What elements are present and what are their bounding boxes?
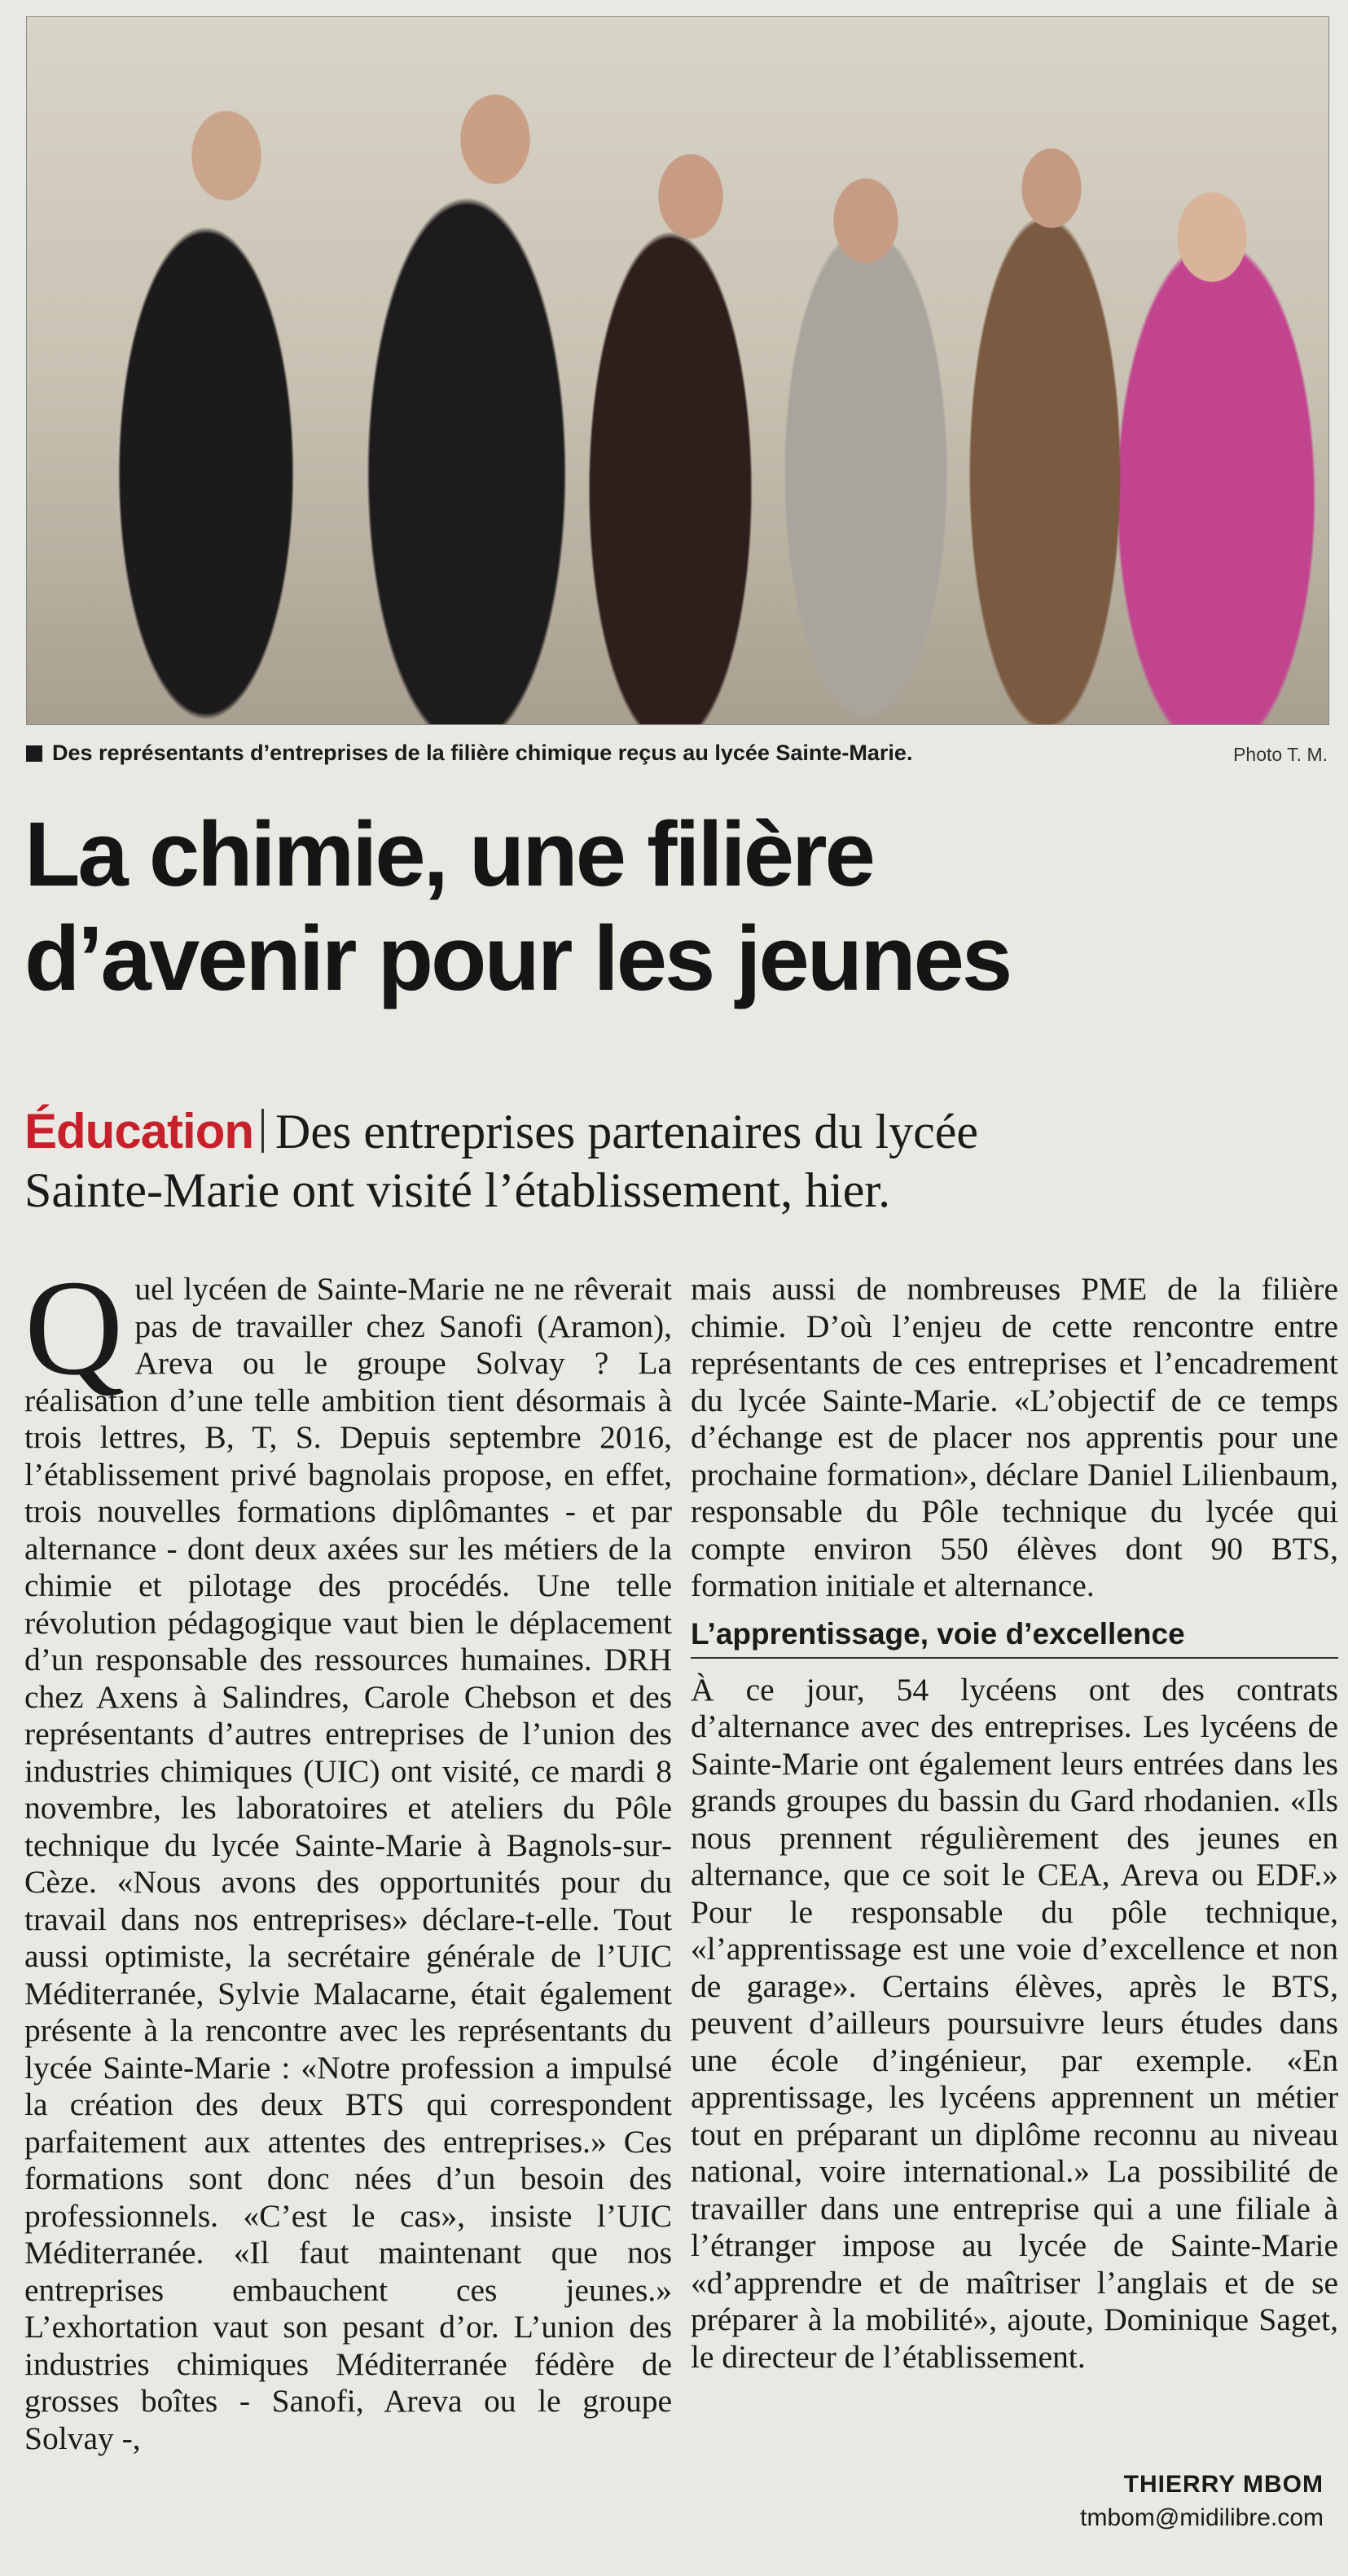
subheading-rule: [691, 1657, 1338, 1659]
headline: [24, 802, 1336, 1011]
photo-credit: Photo T. M.: [1233, 744, 1328, 765]
kicker-text-line-2: Sainte-Marie ont visité l’établissement, hier.: [24, 1163, 891, 1217]
byline: [1080, 2468, 1324, 2535]
caption-square-icon: [26, 745, 42, 762]
kicker-text-line-1: Des entreprises partenaires du lycée: [275, 1105, 978, 1158]
article-paragraph: À ce jour, 54 lycéens ont des contrats d’alternance avec des entreprises. Les lycéens de Sainte-Marie ont également leurs entrées dans les grands groupes du bassin du Gard rhodanien. «Ils nous prennent régulièrement des jeunes en alternance, que ce soit le CEA, Areva ou EDF.» Pour le responsable du pôle technique, «l’apprentissage est une voie d’excellence et non de garage». Certains élèves, après le BTS, peuvent d’ailleurs poursuivre leurs études dans une école d’ingénieur, par exemple. «En apprentissage, les lycéens apprennent un métier tout en préparant un diplôme reconnu au niveau national, voire international.» La possibilité de travailler dans une entreprise qui a une filiale à l’étranger impose au lycée de Sainte-Marie «d’apprendre et de maîtriser l’anglais et de se préparer à la mobilité», ajoute, Dominique Saget, le directeur de l’établissement.: [691, 1671, 1338, 2375]
article-paragraph: uel lycéen de Sainte-Marie ne ne rêverait pas de travailler chez Sanofi (Aramon), Areva ou le groupe Solvay ? La réalisation d’une telle ambition tient désormais à trois lettres, B, T, S. Depuis septembre 2016, l’établissement privé bagnolais propose, en effet, trois nouvelles formations diplômantes - et par alternance - dont deux axées sur les métiers de la chimie et pilotage des procédés. Une telle révolution pédagogique vaut bien le déplacement d’un responsable des ressources humaines. DRH chez Axens à Salindres, Carole Chebson et des représentants d’autres entreprises de l’union des industries chimiques (UIC) ont visité, ce mardi 8 novembre, les laboratoires et ateliers du Pôle technique du lycée Sainte-Marie à Bagnols-sur-Cèze. «Nous avons des opportunités pour du travail dans nos entreprises» déclare-t-elle. Tout aussi optimiste, la secrétaire générale de l’UIC Méditerranée, Sylvie Malacarne, était également présente à la rencontre avec les représentants du lycée Sainte-Marie : «Notre profession a impulsé la création des deux BTS qui correspondent parfaitement aux attentes des entreprises.» Ces formations sont donc nées d’un besoin des professionnels. «C’est le cas», insiste l’UIC Méditerranée. «Il faut maintenant que nos entreprises embauchent ces jeunes.» L’exhortation vaut son pesant d’or. L’union des industries chimiques Méditerranée fédère de grosses boîtes - Sanofi, Areva ou le groupe Solvay -,: [24, 1271, 672, 2456]
author-name: THIERRY MBOM: [1123, 2471, 1324, 2498]
kicker-divider: [261, 1109, 264, 1153]
drop-cap: Q: [24, 1252, 124, 1404]
article-column-left: [24, 1252, 672, 2457]
section-label: Éducation: [24, 1104, 254, 1158]
photo-caption: [26, 737, 1328, 770]
caption-text: Des représentants d’entreprises de la filière chimique reçus au lycée Sainte-Marie.: [52, 741, 913, 765]
article-photo: [26, 16, 1329, 725]
subheading: L’apprentissage, voie d’excellence: [691, 1616, 1185, 1651]
article-column-right: [691, 1271, 1338, 2376]
author-email: tmbom@midilibre.com: [1080, 2504, 1324, 2531]
headline-line-2: d’avenir pour les jeunes: [24, 908, 1011, 1009]
headline-line-1: La chimie, une filière: [24, 803, 873, 905]
kicker: [24, 1102, 1336, 1220]
article-paragraph: mais aussi de nombreuses PME de la filière chimie. D’où l’enjeu de cette rencontre entre représentants de ces entreprises et l’encadrement du lycée Sainte-Marie. «L’objectif de ce temps d’échange est de placer nos apprentis pour une prochaine formation», déclare Daniel Lilienbaum, responsable du Pôle technique du lycée qui compte environ 550 élèves dont 90 BTS, formation initiale et alternance.: [691, 1271, 1338, 1603]
